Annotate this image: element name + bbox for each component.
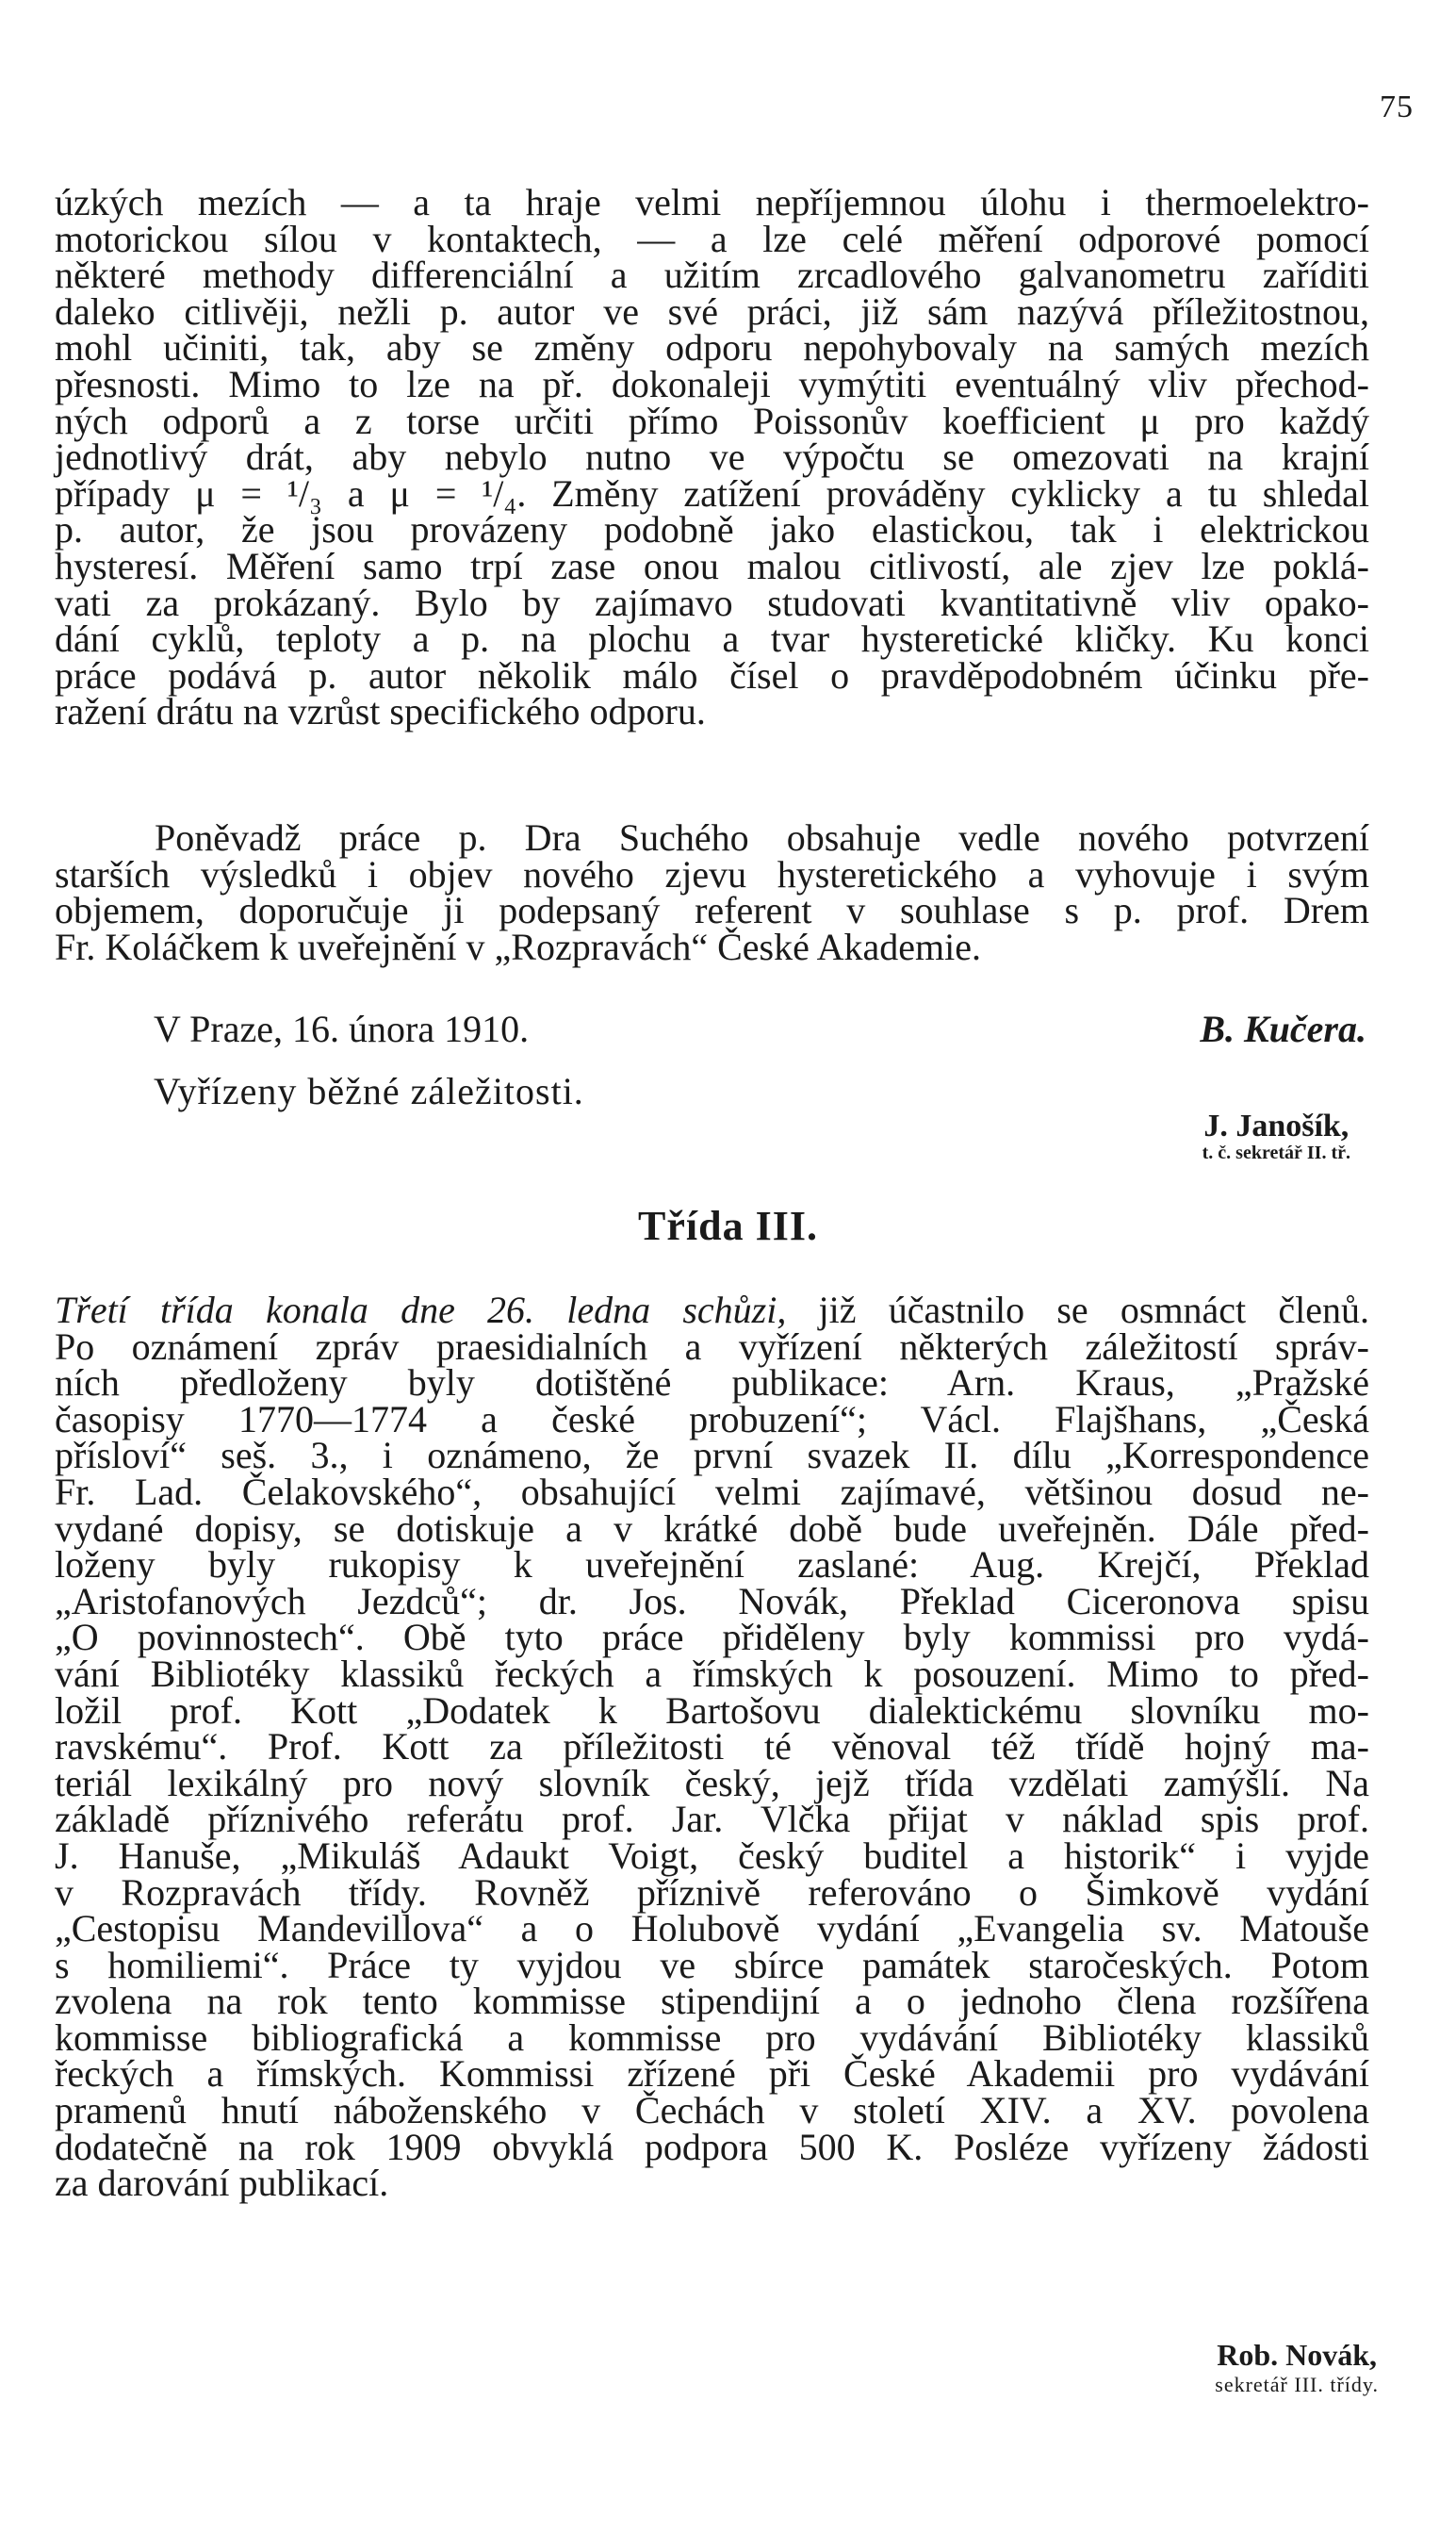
text-line-lead xyxy=(55,1289,1370,1331)
text-line: ných odporů a z torse určiti přímo Poissonův koefficient μ pro každý xyxy=(55,399,1369,442)
text-line: objemem, doporučuje ji podepsaný referent v souhlase s p. prof. Drem xyxy=(55,889,1369,932)
text-line: daleko citlivěji, nežli p. autor ve své práci, již sám nazývá příležitostnou, xyxy=(55,289,1369,333)
text-line: zvolena na rok tento kommisse stipendijní a o jednoho člena rozšířena xyxy=(55,1980,1369,2023)
footer-signer-name: Rob. Novák, xyxy=(1217,2338,1378,2372)
text-line: p. autor, že jsou provázeny podobně jako elastickou, tak i elektrickou xyxy=(55,508,1369,551)
text-line: Po oznámení zpráv praesidialních a vyřízení některých záležitostí správ- xyxy=(55,1324,1369,1368)
text-line: jednotlivý drát, aby nebylo nutno ve výpočtu se omezovati na krajní xyxy=(55,436,1369,479)
text-line: časopisy 1770—1774 a české probuzení“; Václ. Flajšhans, „Česká xyxy=(55,1397,1369,1440)
text-line: mohl učiniti, tak, aby se změny odporu nepohybovaly na samých mezích xyxy=(55,326,1369,370)
text-line: starších výsledků i objev nového zjevu hysteretického a vyhovuje i svým xyxy=(55,852,1369,896)
page-number: 75 xyxy=(1380,90,1414,124)
text-line: vání Bibliotéky klassiků řeckých a římských k posouzení. Mimo to před- xyxy=(55,1652,1369,1695)
text-line: ražení drátu na vzrůst specifického odporu. xyxy=(55,690,706,733)
secretary-name: J. Janošík, xyxy=(1203,1109,1350,1143)
text-line: J. Hanuše, „Mikuláš Adaukt Voigt, český buditel a historik“ i vyjde xyxy=(55,1834,1369,1877)
secretary-signature xyxy=(1202,1109,1350,1164)
text-line: za darování publikací. xyxy=(55,2162,389,2205)
footer-signer-title: sekretář III. třídy. xyxy=(1215,2373,1379,2396)
text-line: dání cyklů, teploty a p. na plochu a tvar hysteretické kličky. Ku konci xyxy=(55,617,1369,661)
text-line: „Aristofanových Jezdců“; dr. Jos. Novák, Překlad Ciceronova spisu xyxy=(55,1579,1369,1622)
paragraph-report xyxy=(55,181,1369,733)
text-line: motorickou sílou v kontaktech, — a lze celé měření odporové pomocí xyxy=(55,217,1369,260)
text-line: Poněvadž práce p. Dra Suchého obsahuje vedle nového potvrzení xyxy=(155,816,1369,859)
paragraph-class-meeting xyxy=(55,1289,1370,2205)
text-line: některé methody differenciální a užitím zrcadlového galvanometru zaříditi xyxy=(55,254,1369,297)
text-line: práce podává p. autor několik málo čísel o pravděpodobném účinku pře- xyxy=(55,653,1369,697)
text-line: hysteresí. Měření samo trpí zase onou malou citlivostí, ale zjev lze poklá- xyxy=(55,544,1369,587)
place-date: V Praze, 16. února 1910. xyxy=(154,1008,530,1050)
text-line: ních předloženy byly dotištěné publikace: Arn. Kraus, „Pražské xyxy=(55,1361,1369,1405)
text-line: teriál lexikálný pro nový slovník český, jejž třída vzdělati zamýšlí. Na xyxy=(55,1761,1369,1804)
secretary-title: t. č. sekretář II. tř. xyxy=(1202,1143,1350,1163)
text-line: v Rozpravách třídy. Rovněž příznivě referováno o Šimkově vydání xyxy=(55,1870,1369,1914)
text-line: případy μ = ¹/₃ a μ = ¹/₄. Změny zatížení prováděny cyklicky a tu shledal xyxy=(55,471,1369,515)
section-heading: Třída III. xyxy=(638,1203,818,1249)
text-line: řeckých a římských. Kommissi zřízené při České Akademii pro vydávání xyxy=(55,2052,1369,2096)
text-line: vydané dopisy, se dotiskuje a v krátké době bude uveřejněn. Dále před- xyxy=(55,1506,1369,1550)
text-line: loženy byly rukopisy k uveřejnění zaslané: Aug. Krejčí, Překlad xyxy=(55,1543,1369,1587)
lead-rest: již účastnilo se osmnáct členů. xyxy=(786,1289,1370,1331)
text-line: Fr. Koláčkem k uveřejnění v „Rozpravách“ České Akademie. xyxy=(55,925,981,968)
text-line: přesnosti. Mimo to lze na př. dokonaleji vymýtiti eventuálný vliv přechod- xyxy=(55,362,1369,405)
report-signer: B. Kučera. xyxy=(1200,1008,1366,1050)
lead-italic: Třetí třída konala dne 26. ledna schůzi, xyxy=(55,1289,787,1331)
text-line: ložil prof. Kott „Dodatek k Bartošovu dialektickému slovníku mo- xyxy=(55,1688,1369,1732)
text-line: „O povinnostech“. Obě tyto práce přiděleny byly kommissi pro vydá- xyxy=(55,1616,1369,1659)
text-line: vati za prokázaný. Bylo by zajímavo studovati kvantitativně vliv opako- xyxy=(55,581,1369,624)
text-line: Fr. Lad. Čelakovského“, obsahující velmi zajímavé, většinou dosud ne- xyxy=(55,1470,1369,1513)
text-line: s homiliemi“. Práce ty vyjdou ve sbírce památek staročeských. Potom xyxy=(55,1943,1369,1986)
text-line: pramenů hnutí náboženského v Čechách v století XIV. a XV. povolena xyxy=(55,2089,1369,2132)
footer-signature xyxy=(1215,2338,1379,2397)
text-line: přísloví“ seš. 3., i oznámeno, že první svazek II. dílu „Korrespondence xyxy=(55,1434,1369,1477)
text-line: ravskému“. Prof. Kott za příležitosti té věnoval též třídě hojný ma- xyxy=(55,1725,1369,1768)
paragraph-recommendation xyxy=(55,816,1369,968)
text-line: základě příznivého referátu prof. Jar. Vlčka přijat v náklad spis prof. xyxy=(55,1798,1369,1841)
text-line: dodatečně na rok 1909 obvyklá podpora 500 K. Posléze vyřízeny žádosti xyxy=(55,2125,1369,2168)
text-line: kommisse bibliografická a kommisse pro vydávání Bibliotéky klassiků xyxy=(55,2015,1369,2059)
closing-note: Vyřízeny běžné záležitosti. xyxy=(154,1070,584,1112)
text-line: „Cestopisu Mandevillova“ a o Holubově vydání „Evangelia sv. Matouše xyxy=(55,1907,1369,1950)
text-line: úzkých mezích — a ta hraje velmi nepříjemnou úlohu i thermoelektro- xyxy=(55,181,1369,223)
